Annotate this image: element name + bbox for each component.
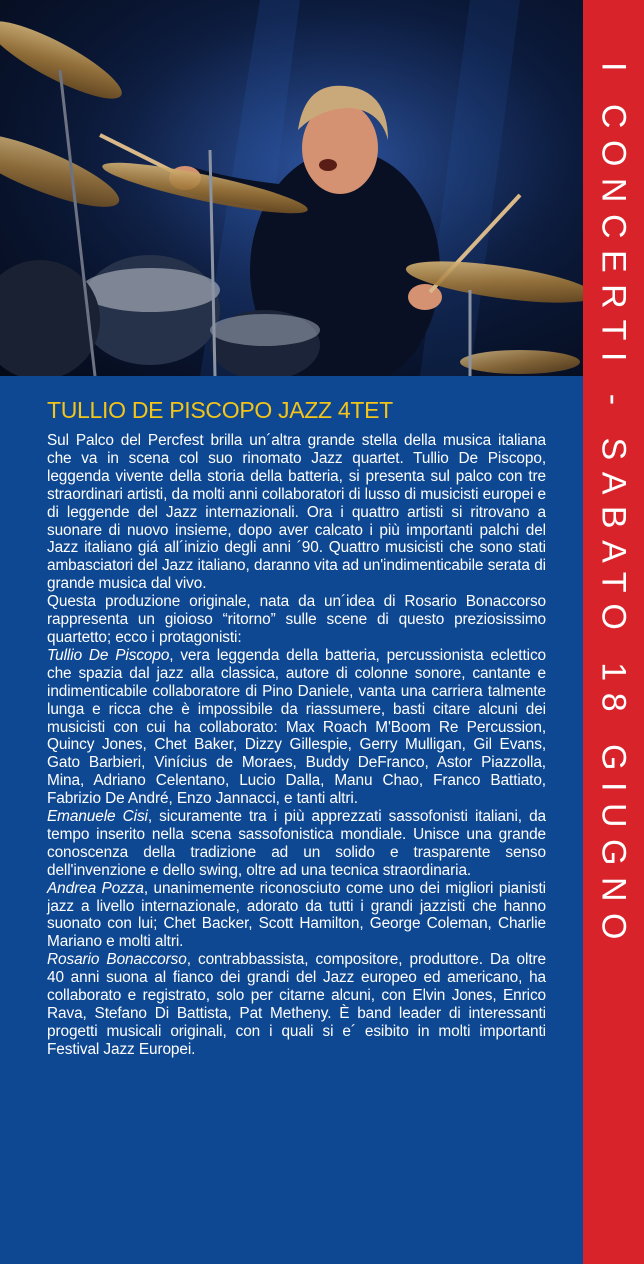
musician-paragraph-cisi [47,808,546,880]
musician-paragraph-piscopo [47,647,546,808]
musician-name: Andrea Pozza [47,879,144,897]
musician-bio: , unanimemente riconosciuto come uno dei migliori pianisti jazz a livello internazionale, adorato da tutti i grandi jazzisti che hanno suonato con lui; Chet Backer, Scott Hamilton, George Coleman, Charlie Mariano e molti altri. [47,879,546,951]
article-title: TULLIO DE PISCOPO JAZZ 4TET [47,397,393,423]
production-paragraph: Questa produzione originale, nata da un´idea di Rosario Bonaccorso rappresenta un gioioso “ritorno” sulle scene di questo preziosissimo quartetto; ecco i protagonisti: [47,593,546,646]
intro-paragraph: Sul Palco del Percfest brilla un´altra grande stella della musica italiana che va in scena col suo rinomato Jazz quartet. Tullio De Piscopo, leggenda vivente della storia della batteria, si presenta sul palco con tre straordinari artisti, da molti anni collaboratori di lusso di musicisti europei e di leggende del Jazz internazionali. Ora i quattro artisti si ritrovano a suonare di nuovo insieme, dopo aver calcato i più importanti palchi del Jazz italiano giá all´inizio degli anni ´90. Quattro musicisti che sono stati ambasciatori del Jazz italiano, daranno vita ad un'indimenticabile serata di grande musica dal vivo. [47,432,546,593]
musician-paragraph-pozza [47,880,546,952]
drum-kit-illustration [0,0,583,376]
musician-name: Tullio De Piscopo [47,646,170,664]
musician-bio: , contrabbassista, compositore, produttore. Da oltre 40 anni suona al fianco dei grandi del Jazz europeo ed americano, ha collaborato e registrato, solo per citarne alcuni, con Elvin Jones, Enrico Rava, Stefano Di Battista, Pat Metheny. È band leader di interessanti progetti musicali originali, con i quali si e´ esibito in molti importanti Festival Jazz Europei. [47,951,546,1058]
drummer-photo [0,0,583,376]
musician-paragraph-bonaccorso [47,951,546,1058]
concert-date-sidebar [583,0,644,1264]
article-body [47,432,546,1059]
concert-date-label: I CONCERTI - SABATO 18 GIUGNO [594,62,633,951]
article-panel [0,376,583,1264]
musician-name: Rosario Bonaccorso [47,951,187,969]
musician-bio: , sicuramente tra i più apprezzati sassofonisti italiani, da tempo inserito nella scena sassofonistica mondiale. Unisce una grande conoscenza della tradizione ad un solido e trasparente senso dell'invenzione e dello swing, oltre ad una tecnica straordinaria. [47,808,546,879]
musician-name: Emanuele Cisi [47,808,148,826]
musician-bio: , vera leggenda della batteria, percussionista eclettico che spazia dal jazz alla classica, autore di colonne sonore, cantante e indimenticabile collaboratore di Pino Daniele, vanta una carriera talmente lunga e ricca che è impossibile da riassumere, basti citare alcuni dei musicisti con cui ha collaborato: Max Roach M'Boom Re Percussion, Quincy Jones, Chet Baker, Dizzy Gillespie, Gerry Mulligan, Gil Evans, Gato Barbieri, Vinícius de Moraes, Buddy DeFranco, Astor Piazzolla, Mina, Adriano Celentano, Lucio Dalla, Manu Chao, Franco Battiato, Fabrizio De André, Enzo Jannacci, e tanti altri. [47,646,546,808]
